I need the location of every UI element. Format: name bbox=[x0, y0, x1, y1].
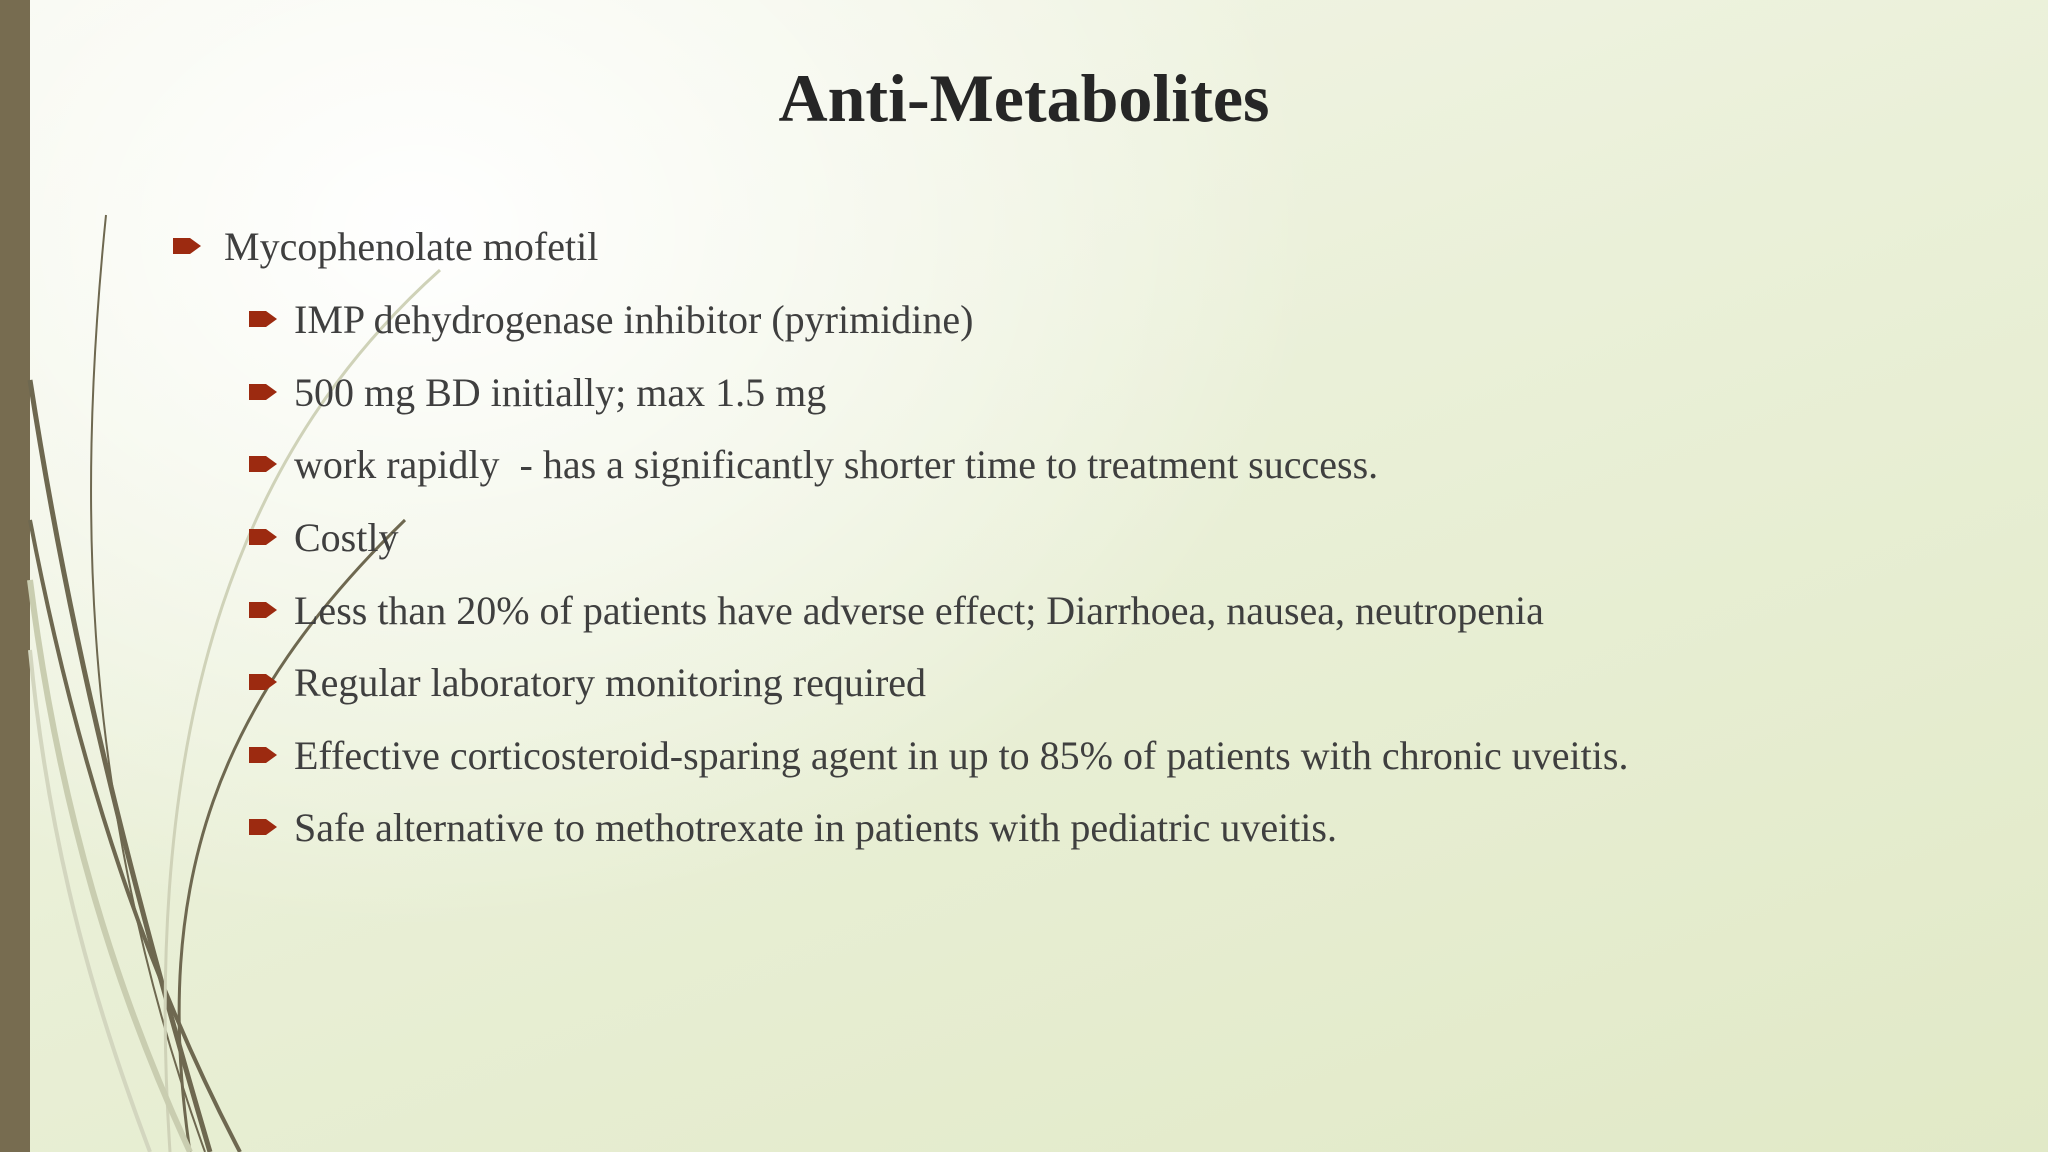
bullet-item bbox=[248, 584, 1544, 636]
bullet-text: Mycophenolate mofetil bbox=[224, 223, 599, 269]
bullet-text: IMP dehydrogenase inhibitor (pyrimidine) bbox=[294, 296, 974, 342]
bullet-text: Regular laboratory monitoring required bbox=[294, 659, 927, 705]
arrow-bullet-icon bbox=[248, 816, 278, 838]
arrow-bullet-icon bbox=[248, 744, 278, 766]
bullet-item bbox=[248, 438, 1378, 490]
bullet-text: work rapidly - has a significantly shorter time to treatment success. bbox=[294, 441, 1379, 487]
bullet-item bbox=[248, 656, 926, 708]
arrow-bullet-icon bbox=[248, 671, 278, 693]
bullet-text: Costly bbox=[294, 514, 399, 560]
arrow-bullet-icon bbox=[248, 526, 278, 548]
arrow-bullet-icon bbox=[248, 599, 278, 621]
bullet-item bbox=[248, 729, 1628, 781]
slide-title: Anti-Metabolites bbox=[778, 60, 1270, 136]
bullet-item bbox=[248, 801, 1337, 853]
arrow-bullet-icon bbox=[172, 235, 202, 257]
bullet-item bbox=[248, 511, 398, 563]
arrow-bullet-icon bbox=[248, 381, 278, 403]
bullet-item bbox=[248, 293, 974, 345]
bullet-text: 500 mg BD initially; max 1.5 mg bbox=[294, 369, 827, 415]
arrow-bullet-icon bbox=[248, 308, 278, 330]
bullet-text: Less than 20% of patients have adverse effect; Diarrhoea, nausea, neutropenia bbox=[294, 587, 1544, 633]
bullet-item bbox=[172, 220, 598, 272]
arrow-bullet-icon bbox=[248, 453, 278, 475]
bullet-item bbox=[248, 366, 826, 418]
bullet-text: Effective corticosteroid-sparing agent in up to 85% of patients with chronic uveitis. bbox=[294, 732, 1629, 778]
bullet-text: Safe alternative to methotrexate in patients with pediatric uveitis. bbox=[294, 804, 1337, 850]
